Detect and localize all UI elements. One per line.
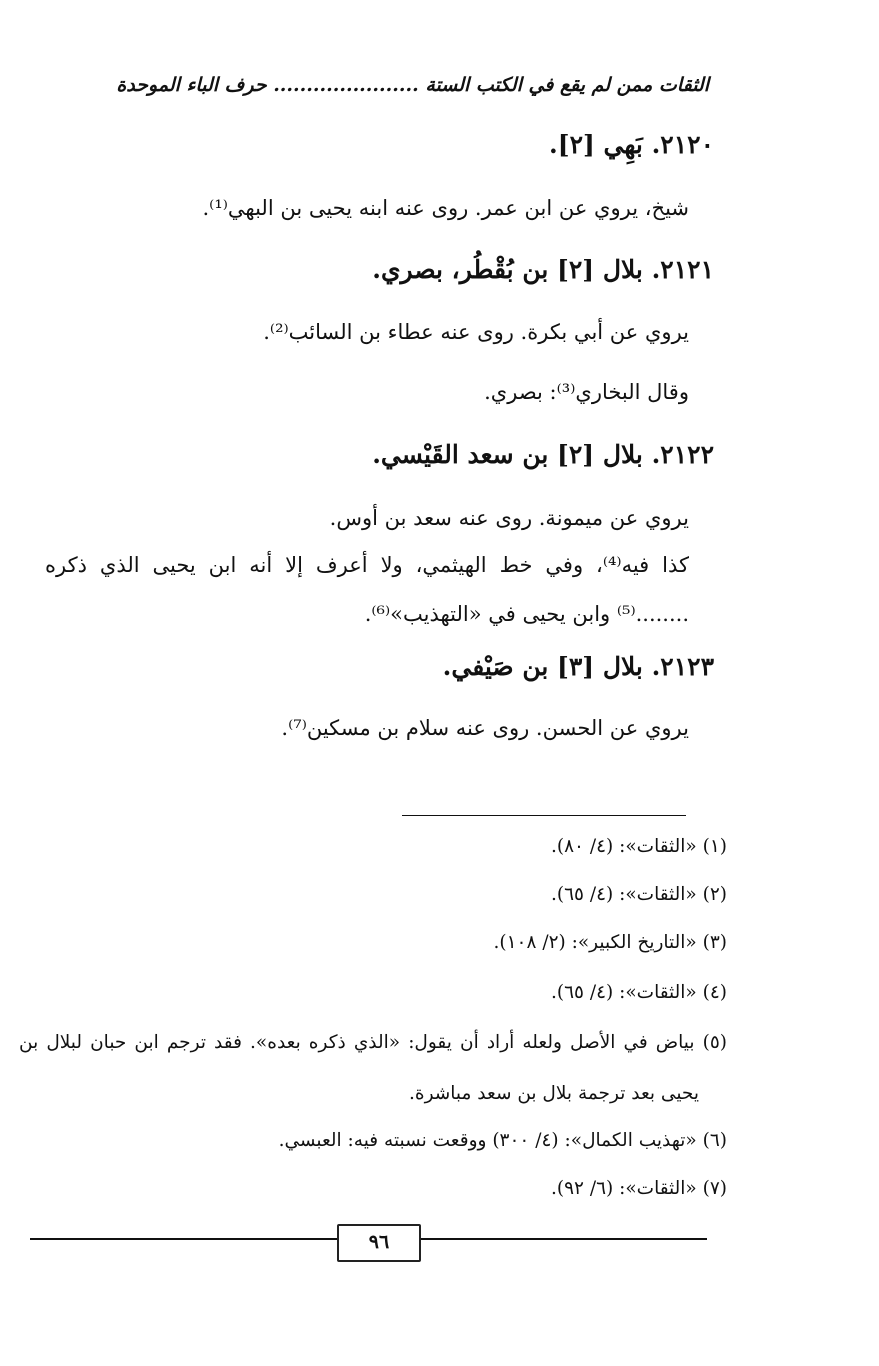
bottom-rule-left bbox=[30, 1238, 337, 1240]
footnote-1: (١) «الثقات»: (٤/ ٨٠). bbox=[550, 836, 727, 857]
footnote-2: (٢) «الثقات»: (٤/ ٦٥). bbox=[550, 884, 727, 905]
footnote-5-line1: (٥) بياض في الأصل ولعله أراد أن يقول: «الذي ذكره بعده». فقد ترجم ابن حبان لبلال بن bbox=[19, 1032, 727, 1053]
footnote-4: (٤) «الثقات»: (٤/ ٦٥). bbox=[550, 982, 727, 1003]
entry-text-2123-line1: يروي عن الحسن. روى عنه سلام بن مسكين⁽⁷⁾. bbox=[281, 716, 689, 740]
entry-heading-2122: ٢١٢٢. بلال [٢] بن سعد القَيْسي. bbox=[372, 440, 714, 469]
footnote-3: (٣) «التاريخ الكبير»: (٢/ ١٠٨). bbox=[493, 932, 727, 953]
footnote-7: (٧) «الثقات»: (٦/ ٩٢). bbox=[550, 1178, 727, 1199]
entry-heading-2120: ٢١٢٠. بَهِي [٢]. bbox=[549, 130, 714, 159]
page-number: ٩٦ bbox=[337, 1224, 421, 1262]
header-right-title: الثقات ممن لم يقع في الكتب الستة bbox=[425, 74, 709, 96]
entry-text-2121-line2: وقال البخاري⁽³⁾: بصري. bbox=[484, 380, 689, 404]
entry-heading-2123: ٢١٢٣. بلال [٣] بن صَيْفي. bbox=[442, 652, 714, 681]
header-left-title: حرف الباء الموحدة bbox=[116, 74, 267, 96]
entry-text-2120-line1: شيخ، يروي عن ابن عمر. روى عنه ابنه يحيى بن البهي⁽¹⁾. bbox=[202, 196, 689, 220]
bottom-rule-right bbox=[417, 1238, 707, 1240]
footnote-separator bbox=[402, 815, 686, 816]
entry-text-2122-line2: كذا فيه⁽⁴⁾، وفي خط الهيثمي، ولا أعرف إلا أنه ابن يحيى الذي ذكره bbox=[45, 553, 689, 577]
header-dots: ...................... bbox=[273, 74, 419, 96]
footnote-6: (٦) «تهذيب الكمال»: (٤/ ٣٠٠) ووقعت نسبته فيه: العبسي. bbox=[278, 1130, 727, 1151]
entry-heading-2121: ٢١٢١. بلال [٢] بن بُقْطُر، بصري. bbox=[372, 255, 714, 284]
entry-text-2122-line3: ........⁽⁵⁾ وابن يحيى في «التهذيب»⁽⁶⁾. bbox=[364, 602, 689, 626]
running-header bbox=[116, 74, 709, 96]
entry-text-2122-line1: يروي عن ميمونة. روى عنه سعد بن أوس. bbox=[329, 506, 689, 530]
entry-text-2121-line1: يروي عن أبي بكرة. روى عنه عطاء بن السائب⁽²⁾. bbox=[263, 320, 689, 344]
footnote-5-line2: يحيى بعد ترجمة بلال بن سعد مباشرة. bbox=[409, 1083, 699, 1104]
